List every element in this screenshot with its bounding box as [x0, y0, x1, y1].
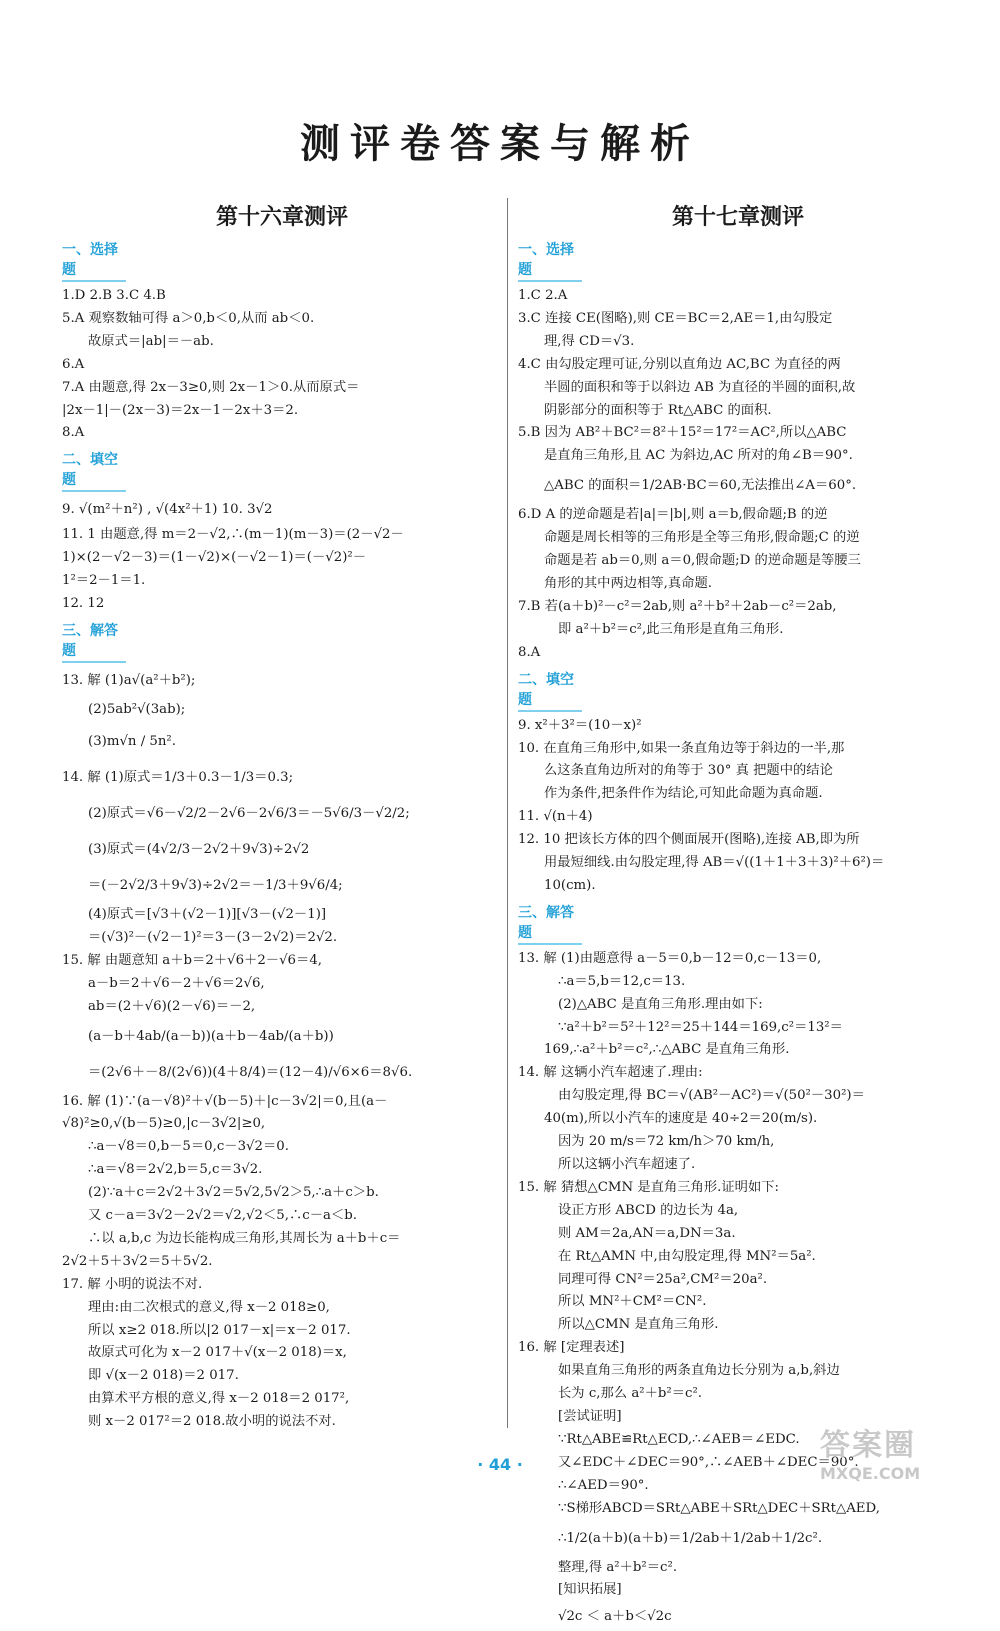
answer-line: 半圆的面积和等于以斜边 AB 为直径的半圆的面积,故 — [544, 379, 856, 395]
answer-line: 角形的其中两边相等,真命题. — [544, 575, 713, 591]
answer-line: (2)5ab²√(3ab); — [88, 701, 186, 717]
answer-line: ∴a－√8＝0,b－5＝0,c－3√2＝0. — [88, 1139, 289, 1155]
answer-line: 5.B 因为 AB²＋BC²＝8²＋15²＝17²＝AC²,所以△ABC — [518, 425, 847, 441]
answer-line: 即 √(x－2 018)＝2 017. — [88, 1368, 239, 1384]
section-heading: 一、选择题 — [62, 239, 126, 282]
chapter-16-title: 第十六章测评 — [215, 205, 348, 230]
answer-line: 13. 解 (1)a√(a²＋b²); — [62, 672, 196, 688]
answer-line: 故原式可化为 x－2 017＋√(x－2 018)＝x, — [88, 1345, 347, 1361]
answer-line: 所以这辆小汽车超速了. — [558, 1157, 696, 1172]
answer-line: (3)原式＝(4√2/3－2√2＋9√3)÷2√2 — [88, 841, 310, 857]
answer-line: 8.A — [518, 644, 541, 660]
answer-line: 3.C 连接 CE(图略),则 CE＝BC＝2,AE＝1,由勾股定 — [518, 310, 833, 326]
answer-line: 7.A 由题意,得 2x－3≥0,则 2x－1＞0.从而原式＝ — [62, 379, 360, 395]
answer-line: 15. 解 猜想△CMN 是直角三角形.证明如下: — [518, 1179, 780, 1195]
watermark-logo — [820, 1420, 980, 1490]
answer-line: 则 x－2 017²＝2 018.故小明的说法不对. — [88, 1414, 336, 1430]
answer-line: √2c ＜ a＋b＜√2c — [558, 1609, 672, 1625]
answer-line: ＝(2√6＋－8/(2√6))(4＋8/4)＝(12－4)/√6×6＝8√6. — [88, 1064, 413, 1080]
answer-line: 由算术平方根的意义,得 x－2 018＝2 017², — [88, 1391, 350, 1407]
answer-line: 4.C 由勾股定理可证,分别以直角边 AC,BC 为直径的两 — [518, 356, 841, 372]
answer-line: 8.A — [62, 425, 85, 441]
answer-line: (4)原式＝[√3＋(√2－1)][√3－(√2－1)] — [88, 906, 327, 922]
answer-line: 所以△CMN 是直角三角形. — [558, 1317, 719, 1333]
answer-line: 16. 解 (1)∵(a－√8)²＋√(b－5)＋|c－3√2|＝0,且(a－ — [62, 1093, 388, 1109]
answer-line: 5.A 观察数轴可得 a＞0,b＜0,从而 ab＜0. — [62, 310, 315, 326]
answer-line: 命题是周长相等的三角形是全等三角形,假命题;C 的逆 — [544, 530, 860, 546]
answer-line: 9. √(m²＋n²) , √(4x²＋1) 10. 3√2 — [62, 502, 273, 518]
watermark-url: MXQE.COM — [820, 1464, 921, 1483]
answer-line: 是直角三角形,且 AC 为斜边,AC 所对的角∠B＝90°. — [544, 448, 853, 464]
answer-line: 14. 解 (1)原式＝1/3＋0.3－1/3＝0.3; — [62, 769, 294, 785]
section-heading: 二、填空题 — [518, 669, 582, 712]
answer-line: 10. 在直角三角形中,如果一条直角边等于斜边的一半,那 — [518, 740, 845, 756]
answer-line: ∵Rt△ABE≌Rt△ECD,∴∠AEB＝∠EDC. — [558, 1431, 800, 1447]
answer-line: 在 Rt△AMN 中,由勾股定理,得 MN²＝5a². — [558, 1248, 816, 1264]
answer-line: [知识拓展] — [558, 1582, 622, 1598]
answer-line: 所以 x≥2 018.所以|2 017－x|＝x－2 017. — [88, 1322, 351, 1338]
answer-line: 又 c－a＝3√2－2√2＝√2,√2＜5,∴c－a＜b. — [88, 1208, 357, 1224]
column-divider — [507, 198, 508, 1428]
answer-line: (2)原式＝√6－√2/2－2√6－2√6/3＝－5√6/3－√2/2; — [88, 805, 410, 821]
answer-line: 10(cm). — [544, 877, 596, 893]
page-title: 测评卷答案与解析 — [300, 121, 700, 167]
answer-line: 12. 12 — [62, 596, 105, 612]
answer-line: 命题是若 ab＝0,则 a＝0,假命题;D 的逆命题是等腰三 — [544, 553, 861, 569]
answer-line: ∵S梯形ABCD＝SRt△ABE＋SRt△DEC＋SRt△AED, — [558, 1500, 880, 1516]
answer-line: ＝(－2√2/3＋9√3)÷2√2＝－1/3＋9√6/4; — [88, 877, 343, 893]
answer-line: (2)△ABC 是直角三角形.理由如下: — [558, 996, 763, 1012]
answer-line: ∴a＝√8＝2√2,b＝5,c＝3√2. — [88, 1162, 263, 1178]
answer-line: 17. 解 小明的说法不对. — [62, 1276, 203, 1292]
section-heading: 三、解答题 — [518, 902, 582, 945]
answer-line: 169,∴a²＋b²＝c²,∴△ABC 是直角三角形. — [544, 1042, 790, 1058]
answer-line: 如果直角三角形的两条直角边长分别为 a,b,斜边 — [558, 1363, 840, 1379]
answer-line: △ABC 的面积＝1/2AB·BC＝60,无法推出∠A＝60°. — [544, 478, 857, 494]
answer-line: 9. x²＋3²＝(10－x)² — [518, 717, 642, 733]
answer-line: ∴a＝5,b＝12,c＝13. — [558, 973, 686, 989]
answer-line: 即 a²＋b²＝c²,此三角形是直角三角形. — [558, 621, 784, 637]
answer-line: 15. 解 由题意知 a＋b＝2＋√6＋2－√6＝4, — [62, 952, 323, 968]
watermark-text: 答案圈 — [820, 1428, 916, 1463]
section-heading: 一、选择题 — [518, 239, 582, 282]
answer-line: 12. 10 把该长方体的四个侧面展开(图略),连接 AB,即为所 — [518, 832, 860, 848]
answer-line: 作为条件,把条件作为结论,可知此命题为真命题. — [544, 786, 823, 802]
answer-line: 11. √(n＋4) — [518, 809, 593, 825]
answer-line: 故原式＝|ab|＝－ab. — [88, 333, 214, 349]
answer-line: (2)∵a＋c＝2√2＋3√2＝5√2,5√2＞5,∴a＋c＞b. — [88, 1185, 379, 1201]
answer-line: 么这条直角边所对的角等于 30° 真 把题中的结论 — [544, 763, 833, 779]
answer-line: [尝试证明] — [558, 1408, 622, 1424]
answer-line: ＝(√3)²－(√2－1)²＝3－(3－2√2)＝2√2. — [88, 929, 338, 945]
answer-line: 6.D A 的逆命题是若|a|＝|b|,则 a＝b,假命题;B 的逆 — [518, 507, 828, 523]
answer-line: 1²＝2－1＝1. — [62, 573, 146, 589]
answer-line: 6.A — [62, 356, 85, 372]
answer-line: ab＝(2＋√6)(2－√6)＝－2, — [88, 998, 256, 1014]
answer-line: 整理,得 a²＋b²＝c². — [558, 1559, 678, 1575]
section-heading: 三、解答题 — [62, 620, 126, 663]
answer-line: 则 AM＝2a,AN＝a,DN＝3a. — [558, 1225, 736, 1241]
answer-line: 由勾股定理,得 BC＝√(AB²－AC²)＝√(50²－30²)＝ — [558, 1088, 865, 1104]
answer-line: |2x－1|－(2x－3)＝2x－1－2x＋3＝2. — [62, 402, 299, 418]
answer-line: 又∠EDC＋∠DEC＝90°,∴∠AEB＋∠DEC＝90°. — [558, 1454, 859, 1470]
answer-line: 16. 解 [定理表述] — [518, 1340, 625, 1356]
answer-line: (3)m√n / 5n². — [88, 733, 176, 749]
answer-line: 因为 20 m/s＝72 km/h＞70 km/h, — [558, 1134, 775, 1150]
answer-line: 长为 c,那么 a²＋b²＝c². — [558, 1386, 703, 1402]
left-column — [62, 200, 502, 1434]
section-heading: 二、填空题 — [62, 449, 126, 492]
answer-line: ∴以 a,b,c 为边长能构成三角形,其周长为 a＋b＋c＝ — [88, 1230, 401, 1246]
answer-line: 所以 MN²＋CM²＝CN². — [558, 1294, 707, 1310]
answer-line: 40(m),所以小汽车的速度是 40÷2＝20(m/s). — [544, 1111, 818, 1127]
answer-line: 用最短细线.由勾股定理,得 AB＝√((1＋1＋3＋3)²＋6²)＝ — [544, 855, 885, 871]
answer-line: 1)×(2－√2－3)＝(1－√2)×(－√2－1)＝(－√2)²－ — [62, 550, 367, 566]
answer-line: 设正方形 ABCD 的边长为 4a, — [558, 1202, 739, 1218]
answer-line: 1.C 2.A — [518, 288, 568, 303]
answer-line: 阴影部分的面积等于 Rt△ABC 的面积. — [544, 402, 772, 418]
answer-line: 11. 1 由题意,得 m＝2－√2,∴(m－1)(m－3)＝(2－√2－ — [62, 527, 404, 543]
answer-line: ∴1/2(a＋b)(a＋b)＝1/2ab＋1/2ab＋1/2c². — [558, 1530, 823, 1546]
answer-line: 理,得 CD＝√3. — [544, 333, 635, 349]
answer-line: 理由:由二次根式的意义,得 x－2 018≥0, — [88, 1299, 330, 1315]
answer-line: 2√2＋5＋3√2＝5＋5√2. — [62, 1253, 213, 1269]
answer-line: 14. 解 这辆小汽车超速了.理由: — [518, 1065, 703, 1081]
answer-line: 7.B 若(a＋b)²－c²＝2ab,则 a²＋b²＋2ab－c²＝2ab, — [518, 598, 837, 614]
answer-line: ∴∠AED＝90°. — [558, 1477, 649, 1493]
answer-line: √8)²≥0,√(b－5)≥0,|c－3√2|≥0, — [62, 1116, 266, 1132]
answer-line: 13. 解 (1)由题意得 a－5＝0,b－12＝0,c－13＝0, — [518, 950, 822, 966]
page-number: · 44 · — [477, 1455, 523, 1474]
answer-line: ∵a²＋b²＝5²＋12²＝25＋144＝169,c²＝13²＝ — [558, 1019, 843, 1035]
answer-line: 1.D 2.B 3.C 4.B — [62, 288, 166, 303]
answer-line: (a－b＋4ab/(a－b))(a＋b－4ab/(a＋b)) — [88, 1028, 334, 1044]
chapter-17-title: 第十七章测评 — [671, 205, 804, 230]
answer-line: a－b＝2＋√6－2＋√6＝2√6, — [88, 975, 265, 991]
answer-line: 同理可得 CN²＝25a²,CM²＝20a². — [558, 1271, 768, 1287]
right-column — [518, 200, 958, 1631]
